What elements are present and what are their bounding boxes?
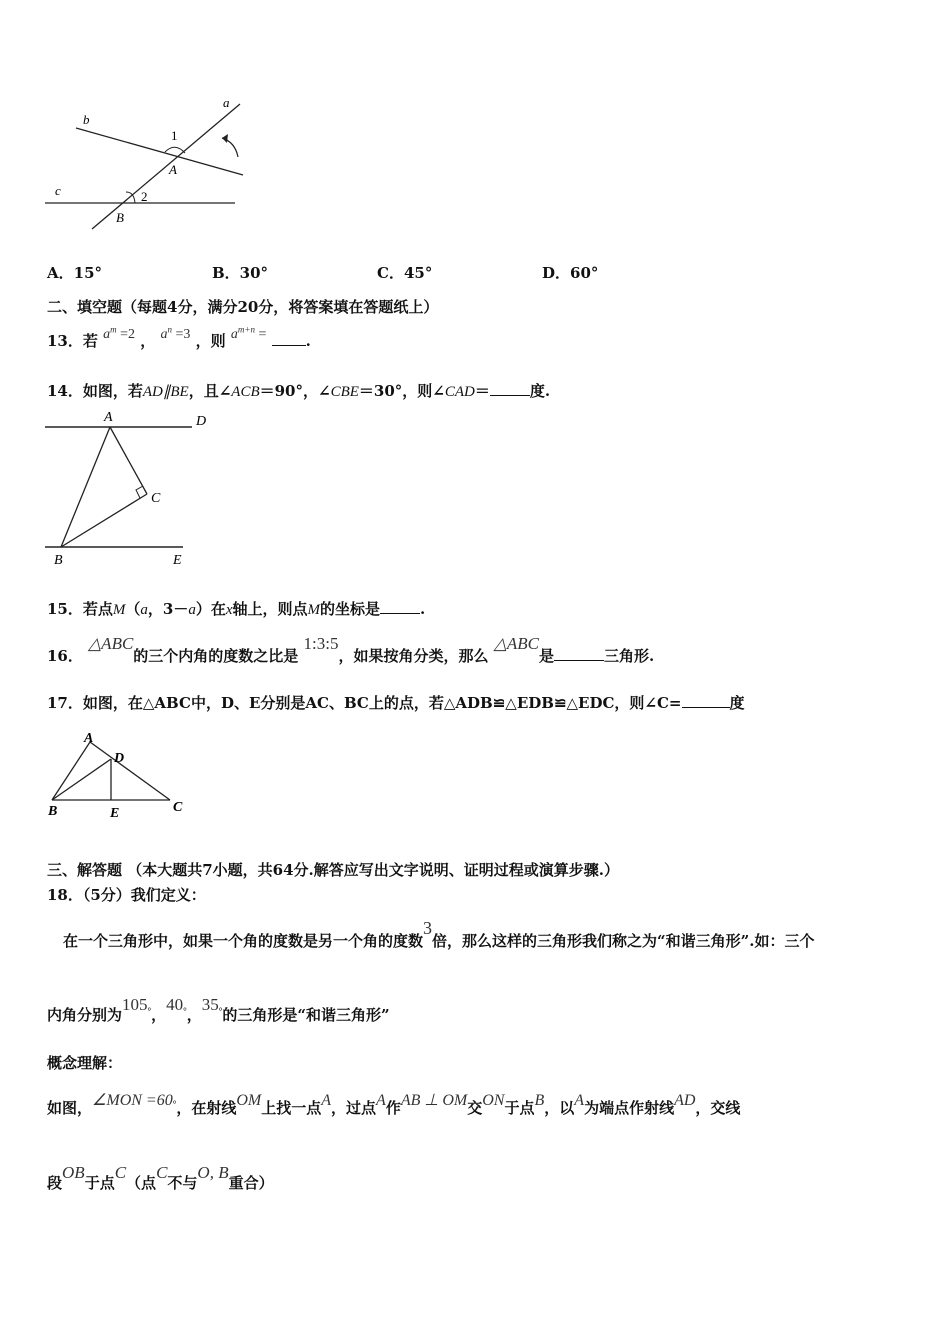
q18-p3-om: OM xyxy=(236,1092,262,1109)
q18-p3-t9: 为端点作射线 xyxy=(584,1099,675,1117)
q16-number: 16． xyxy=(47,647,83,665)
section3-header: 三、解答题 （本大题共7小题，共64分.解答应写出文字说明、证明过程或演算步骤.） xyxy=(47,861,619,879)
question-16 xyxy=(47,634,655,666)
q13-answer-blank xyxy=(272,345,306,346)
q18-p2-text-b: 的三角形是“和谐三角形” xyxy=(222,1006,390,1024)
q18-p4-ob: OB xyxy=(62,1163,85,1182)
q18-p4-t4: 不与 xyxy=(167,1174,198,1192)
q16-text-b: ，如果按角分类，那么 xyxy=(338,647,489,665)
line-a xyxy=(92,104,240,229)
q18-p4-t1: 段 xyxy=(47,1174,63,1192)
q18-paragraph-1 xyxy=(63,918,815,951)
q13-eq3 xyxy=(230,324,267,342)
q14-text-a: 14．如图，若 xyxy=(47,382,143,400)
q15-text-d: 的坐标是 xyxy=(320,600,381,618)
question-15 xyxy=(47,598,425,619)
q16-text-d: 三角形. xyxy=(603,647,655,665)
q15-comma: ，3－ xyxy=(147,600,189,618)
q18-title: 18．（5分）我们定义： xyxy=(47,886,206,904)
q18-p1-text-a: 在一个三角形中，如果一个角的度数是另一个角的度数 xyxy=(63,932,424,950)
q18-paragraph-2 xyxy=(47,995,390,1025)
option-a: A．15° xyxy=(47,264,103,282)
q14-text-d: ＝30°，则∠ xyxy=(358,382,445,400)
q13-eq1-rest: =2 xyxy=(116,327,136,342)
q16-ratio: 1:3:5 xyxy=(303,634,339,653)
label-C: C xyxy=(151,491,161,506)
right-angle-mark xyxy=(136,486,143,498)
label-B: B xyxy=(48,804,58,819)
q18-p1-three: 3 xyxy=(423,918,433,938)
q15-x: x xyxy=(225,602,233,618)
label-A: A xyxy=(169,162,177,177)
q15-end: . xyxy=(420,600,426,618)
q18-p4-t2: 于点 xyxy=(84,1174,115,1192)
q18-paragraph-3 xyxy=(47,1092,741,1118)
q17-unit: 度 xyxy=(729,694,745,712)
q18-p2-deg-2: ° xyxy=(183,1006,187,1016)
q13-eq1 xyxy=(103,324,136,342)
q18-p3-t6: 交 xyxy=(467,1099,483,1117)
line-b xyxy=(76,128,243,175)
label-D: D xyxy=(114,751,125,766)
q18-p2-sep-2: ， xyxy=(186,1006,202,1024)
option-d: D．60° xyxy=(542,264,599,282)
figure-q14 xyxy=(40,405,220,570)
q13-eq1-sup: m xyxy=(110,324,117,335)
q13-eq3-base: a xyxy=(230,327,238,342)
q14-acb: ACB xyxy=(231,384,260,400)
segment-bd xyxy=(52,759,111,800)
q18-p3-angle-mon: ∠MON =60 xyxy=(92,1092,173,1109)
label-B: B xyxy=(54,553,63,568)
section2-header: 二、填空题（每题4分，满分20分，将答案填在答题纸上） xyxy=(47,298,439,316)
label-1: 1 xyxy=(171,128,178,143)
segment-ac xyxy=(90,742,170,800)
q18-p3-on: ON xyxy=(482,1092,505,1109)
q13-sep1: ， xyxy=(140,332,156,350)
q13-eq3-rest: = xyxy=(254,327,267,342)
q18-p3-b: B xyxy=(534,1092,545,1109)
q15-text-a: 15．若点 xyxy=(47,600,113,618)
q14-text-c: ＝90°，∠ xyxy=(259,382,331,400)
label-A: A xyxy=(104,410,113,425)
segment-bc xyxy=(61,494,147,547)
q18-p4-t5: 重合） xyxy=(228,1174,274,1192)
q13-prefix: 13．若 xyxy=(47,332,98,350)
q13-eq2-base: a xyxy=(160,327,168,342)
segment-ac xyxy=(110,427,147,494)
label-b: b xyxy=(83,112,90,127)
q13-sep2: ，则 xyxy=(195,332,226,350)
q13-end: . xyxy=(305,332,311,350)
q14-unit: 度. xyxy=(529,382,551,400)
q18-p2-text-a: 内角分别为 xyxy=(47,1006,123,1024)
q16-triangle-abc-1: △ABC xyxy=(88,634,134,653)
q14-answer-blank xyxy=(490,395,530,396)
q18-p2-deg-1: ° xyxy=(147,1006,152,1016)
label-2: 2 xyxy=(141,189,148,204)
q18-p3-t2: ，在射线 xyxy=(176,1099,237,1117)
q18-p3-t10: ，交线 xyxy=(695,1099,741,1117)
q18-p3-ad: AD xyxy=(674,1092,696,1109)
segment-ab xyxy=(52,742,90,800)
q17-text: 17．如图，在△ABC中，D、E分别是AC、BC上的点，若△ADB≌△EDB≌△EDC，则∠C= xyxy=(47,694,682,712)
q17-answer-blank xyxy=(682,707,730,708)
q15-text-c: 轴上，则点 xyxy=(232,600,308,618)
q18-p3-t4: ，过点 xyxy=(331,1099,377,1117)
q13-eq2-rest: =3 xyxy=(172,327,191,342)
q18-p3-a3: A xyxy=(574,1092,585,1109)
q18-p3-t3: 上找一点 xyxy=(261,1099,322,1117)
figure-q17 xyxy=(40,728,200,823)
rotation-arrow xyxy=(222,138,238,157)
option-b: B．30° xyxy=(212,264,269,282)
q15-answer-blank xyxy=(380,613,420,614)
segment-ab xyxy=(61,427,110,547)
arrowhead xyxy=(222,134,228,143)
question-14 xyxy=(47,380,550,401)
question-13 xyxy=(47,324,311,351)
q16-text-c: 是 xyxy=(538,647,554,665)
q18-p3-t8: ，以 xyxy=(544,1099,575,1117)
q16-text-a: 的三个内角的度数之比是 xyxy=(133,647,299,665)
q18-p3-t1: 如图， xyxy=(47,1099,93,1117)
q18-p2-deg-3: ° xyxy=(218,1006,223,1016)
label-A: A xyxy=(84,731,94,746)
q16-answer-blank xyxy=(554,660,604,661)
q18-p4-t3: （点 xyxy=(126,1174,157,1192)
q14-cbe: CBE xyxy=(330,384,359,400)
option-c: C．45° xyxy=(377,264,433,282)
q14-text-b: ，且∠ xyxy=(188,382,232,400)
q18-p2-sep-1: ， xyxy=(151,1006,167,1024)
q18-p4-c2: C xyxy=(156,1163,168,1182)
q14-text-e: ＝ xyxy=(474,382,490,400)
q18-p1-text-b: 倍，那么这样的三角形我们称之为“和谐三角形”.如：三个 xyxy=(432,932,815,950)
q18-p3-a2: A xyxy=(376,1092,386,1109)
label-B: B xyxy=(116,210,124,225)
label-C: C xyxy=(173,800,183,815)
q18-p3-a1: A xyxy=(321,1092,332,1109)
q18-p2-angle-35: 35 xyxy=(201,995,219,1014)
q15-m2: M xyxy=(307,602,321,618)
figure-q12 xyxy=(40,92,250,232)
q13-eq1-base: a xyxy=(103,327,111,342)
q13-eq3-sup: m+n xyxy=(237,324,255,335)
q16-triangle-abc-2: △ABC xyxy=(493,634,539,653)
q15-paren: （ xyxy=(125,600,141,618)
question-17 xyxy=(47,692,745,713)
label-c: c xyxy=(55,183,61,198)
label-D: D xyxy=(196,414,207,429)
q18-paragraph-4 xyxy=(47,1163,274,1193)
label-a: a xyxy=(223,95,230,110)
q15-text-b: ）在 xyxy=(195,600,226,618)
q15-a1: a xyxy=(140,602,148,618)
q18-p2-angle-40: 40 xyxy=(166,995,184,1014)
q18-p3-t5: 作 xyxy=(385,1099,401,1117)
q18-p4-c1: C xyxy=(114,1163,127,1182)
q14-cad: CAD xyxy=(444,384,475,400)
q18-p4-o-b: O, B xyxy=(197,1163,229,1182)
label-E: E xyxy=(173,553,182,568)
label-E: E xyxy=(110,806,120,821)
q18-p2-angle-105: 105 xyxy=(122,995,148,1014)
q18-p3-t7: 于点 xyxy=(504,1099,535,1117)
q14-ad-be: AD∥BE xyxy=(142,384,189,400)
q18-p3-deg: ° xyxy=(172,1099,177,1109)
q15-m: M xyxy=(112,602,126,618)
q15-a2: a xyxy=(188,602,196,618)
concept-label: 概念理解： xyxy=(47,1054,123,1072)
q13-eq2 xyxy=(160,324,191,342)
q13-eq2-sup: n xyxy=(167,324,172,335)
q18-p3-ab-perp-om: AB ⊥ OM xyxy=(400,1092,468,1109)
